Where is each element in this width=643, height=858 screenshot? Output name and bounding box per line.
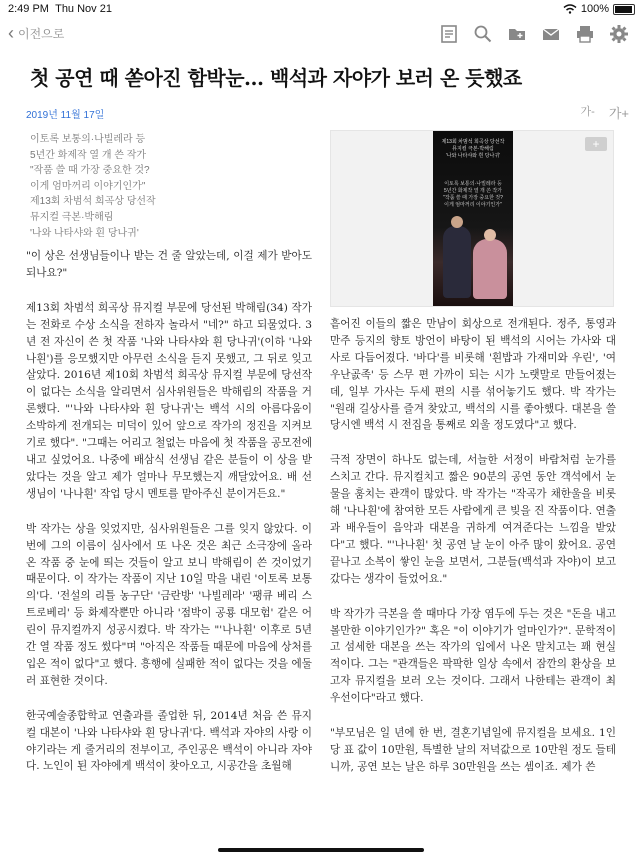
chevron-left-icon: ‹	[8, 23, 14, 43]
font-decrease-button[interactable]: 가-	[580, 106, 595, 118]
paragraph: 박 작가는 상을 잊었지만, 심사위원들은 그를 잊지 않았다. 이번에 그의 이름이 심사에서 또 나온 것은 최근 소극장에 올라온 작품 중 눈에 띄는 것들이 알고 보니 박해림이 쓴 것이었기 때문이다. 이 작가는 작품이 지난 10일 막을 내린 '이토록 보통의'다. '전설의 리틀 농구단' '금란방' '나빌레라' '팽큐 베리 스트로베리' 등 화제작뿐만 아니라 '점박이 공룡 대모험' 같은 어린이 뮤지컬까지 성공시켰다. 박 작가는 "'나나흰' 이후로 5년간 열 작품 정도 썼다"며 "아직은 작품들 때문에 마음에 상처를 입은 적이 없다"고 했다. 흥행에 실패한 적이 없다는 것을 에둘러 표현한 것이다.	[26, 522, 312, 687]
musical-poster-image	[433, 131, 513, 306]
paragraph: 극적 장면이 하나도 없는데, 서늘한 서정이 바람처럼 눈가를 스치고 간다. 뮤지컬치고 짧은 90분의 공연 동안 객석에서 눈물을 훔치는 관객이 많았다. 박 작가는 "작곡가 채한울을 비롯해 '나나흰'에 참여한 모든 사람에게 큰 빚을 진 작품이다. 연출과 배우들이 음악과 대본을 귀하게 여겨준다는 느낌을 받았다"고 했다. "'나나흰' 첫 공연 날 눈이 아주 많이 왔어요. 공연 끝나고 소복이 쌓인 눈을 보면서, 그분들(백석과 자야)이 보고 갔다는 생각이 들었어요."	[330, 454, 616, 585]
font-increase-button[interactable]: 가+	[608, 106, 629, 121]
toolbar-actions	[439, 24, 629, 44]
paragraph: "부모님은 일 년에 한 번, 결혼기념일에 뮤지컬을 보세요. 1인당 표 값이 10만원, 특별한 날의 저녁값으로 10만원 정도 들테니까, 공연 보는 날은 하루 30만원을 쓰는 셈이죠. 제가 쓴	[330, 727, 616, 773]
paragraph: "이 상은 선생님들이나 받는 건 줄 알았는데, 이걸 제가 받아도 되나요?"	[26, 250, 312, 279]
expand-photo-button[interactable]: +	[585, 137, 607, 151]
battery-percent: 100%	[580, 3, 609, 15]
article-date: 2019년 11월 17일	[26, 110, 105, 121]
search-icon[interactable]	[473, 24, 493, 44]
font-size-controls	[581, 103, 629, 122]
poster-subtitle: 이토록 보통의·나빌레라 등 5년간 화제작 열 개 쓴 작가 "작품 쓸 때 가장 중요한 것? 이게 엄마꺼리 이야기인가"	[443, 181, 503, 208]
actress-figure	[473, 239, 507, 299]
poster-title: 제13회 차범석 희곡상 당선작 뮤지컬 극본·박해림 '나와 나타샤와 흰 당나귀'	[441, 139, 505, 159]
wifi-icon	[563, 4, 577, 14]
subhead-line: "작품 쓸 때 가장 중요한 것?	[30, 165, 150, 177]
mail-icon[interactable]	[541, 24, 561, 44]
gear-icon[interactable]	[609, 24, 629, 44]
print-icon[interactable]	[575, 24, 595, 44]
subhead-line: 뮤지컬 극본·박해림	[30, 211, 114, 223]
paragraph: 한국예술종합학교 연출과를 졸업한 뒤, 2014년 처음 쓴 뮤지컬 대본이 '나와 나타샤와 흰 당나귀'다. 백석과 자야의 사랑 이야기라는 게 줄거리의 전부이고, 주인공은 백석이 아니라 자야다. 노인이 된 자야에게 백석이 찾아오고, 시공간을 초월해	[26, 709, 312, 773]
subhead-line: '나와 나타샤와 흰 당나귀'	[30, 227, 139, 239]
toolbar	[0, 20, 643, 48]
back-button[interactable]	[8, 24, 64, 42]
article-headline: 첫 공연 때 쏟아진 함박눈… 백석과 자야가 보러 온 듯했죠	[30, 66, 522, 91]
paragraph: 박 작가가 극본을 쓸 때마다 가장 염두에 두는 것은 "돈을 내고 볼만한 이야기인가?" 혹은 "이 이야기가 얼마인가?". 문학적이고 섬세한 대본을 쓰는 작가의 입에서 나온 말치고는 꽤 현실적이다. 그는 "관객들은 팍팍한 일상 속에서 잠깐의 환상을 보고자 뮤지컬을 보러 오는 것이다. 그래서 나한테는 관객이 최우선이다"라고 했다.	[330, 607, 616, 705]
article-subheads	[30, 132, 300, 241]
subhead-line: 이토록 보통의·나빌레라 등	[30, 134, 146, 145]
paragraph: 제13회 차범석 희곡상 뮤지컬 부문에 당선된 박해림(34) 작가는 전화로 수상 소식을 전하자 놀라서 "네?" 하고 되물었다. 3년 전 자신이 쓴 첫 작품 '나와 나타샤와 흰 당나귀'(이하 '나와 나흰')를 응모했지만 아무런 소식을 듣지 못했고, 그 뒤로 잊고 살았다. 2016년 제10회 차범석 희곡상 뮤지컬 부문에 당선작이 없다는 소식을 알리면서 심사위원들은 박해림의 작품을 거론했다. "'나와 나타샤와 흰 당나귀'는 백석 시의 아름다움이 소박하게 전개되는 미덕이 있어 앞으로 작가의 정진을 지켜보기로 했다". "그때는 어리고 철없는 마음에 첫 작품을 공모전에 내고 싶었어요. 나중에 배삼식 선생님 같은 분들이 이 상을 받았다는 것을 알고 제가 얼마나 무모했는지 깨달았어요. 배 선생님이 '나나흰' 작업 당시 멘토를 맡아주신 분이거든요."	[26, 301, 312, 500]
subhead-line: 이게 엄마꺼리 이야기인가"	[30, 180, 146, 192]
back-label: 이전으로	[18, 26, 65, 41]
folder-add-icon[interactable]	[507, 24, 527, 44]
article-photo[interactable]	[330, 130, 614, 307]
status-time: 2:49 PM Thu Nov 21	[8, 3, 112, 15]
article-column-left	[26, 248, 312, 793]
battery-icon	[613, 4, 635, 15]
paragraph: 흩어진 이들의 짧은 만남이 회상으로 전개된다. 정주, 통영과 만주 등지의 향토 방언이 바탕이 된 백석의 시어는 가사와 대사로 다듬어졌다. '바다'를 비롯해 '흰밥과 가재미와 우린', '여우난곬족' 등 스무 편 가까이 되는 시가 노랫말로 만들어졌는데, 일부 가사는 두세 편의 시를 섞어놓기도 했다. 박 작가는 "원래 길상사를 즐겨 찾았고, 백석의 시를 좋아했다. 대본을 쓸 당시엔 백석 시 전집을 통째로 외울 정도였다"고 했다.	[330, 318, 616, 432]
actor-figure	[443, 226, 471, 298]
subhead-line: 제13회 차범석 희곡상 당선작	[30, 196, 156, 208]
status-right	[563, 3, 635, 15]
home-indicator[interactable]	[218, 848, 424, 852]
article-column-right	[330, 316, 616, 794]
subhead-line: 5년간 화제작 열 개 쓴 작가	[30, 149, 147, 161]
document-icon[interactable]	[439, 24, 459, 44]
status-bar	[0, 0, 643, 18]
